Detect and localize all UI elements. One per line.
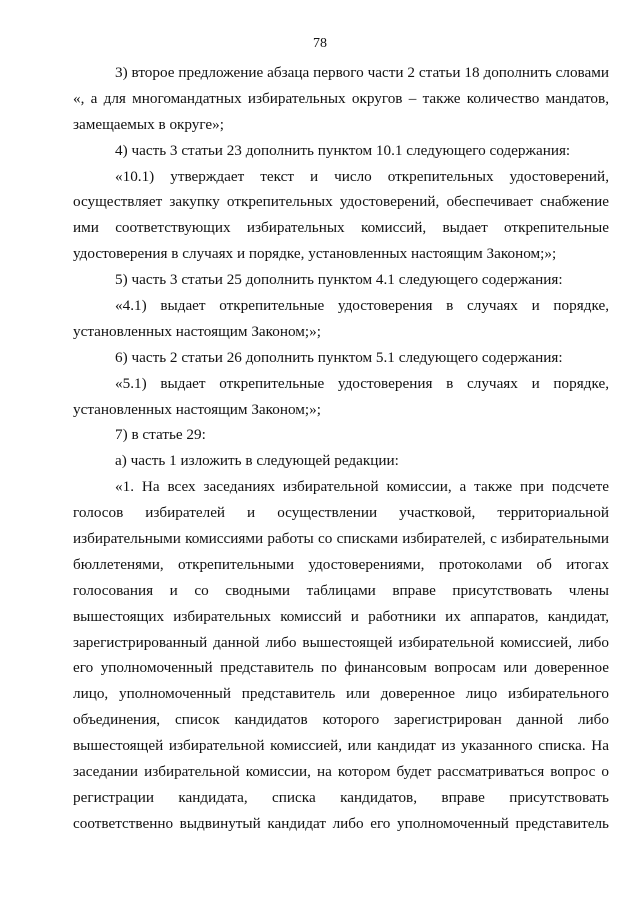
text-line: голосования и со сводными таблицами вправе присутствовать члены bbox=[73, 581, 609, 599]
text-line: установленных настоящим Законом;»; bbox=[73, 322, 321, 340]
text-line: «1. На всех заседаниях избирательной комиссии, а также при подсчете bbox=[115, 478, 609, 496]
text-line: 7) в статье 29: bbox=[115, 426, 206, 444]
text-line: голосов избирателей и осуществлении участковой, территориальной bbox=[73, 504, 609, 522]
text-line: вышестоящих избирательных комиссий и работники их аппаратов, кандидат, bbox=[73, 607, 609, 625]
text-line: 6) часть 2 статьи 26 дополнить пунктом 5.1 следующего содержания: bbox=[115, 348, 563, 366]
text-line: его уполномоченный представитель по финансовым вопросам или доверенное bbox=[73, 659, 609, 677]
text-line: удостоверения в случаях и порядке, установленных настоящим Законом;»; bbox=[73, 245, 557, 263]
text-line: зарегистрированный данной либо вышестоящей избирательной комиссией, либо bbox=[73, 633, 609, 651]
text-line: заседании избирательной комиссии, на котором будет рассматриваться вопрос о bbox=[73, 763, 609, 781]
page-number: 78 bbox=[313, 36, 327, 51]
text-line: 5) часть 3 статьи 25 дополнить пунктом 4.1 следующего содержания: bbox=[115, 271, 563, 289]
text-line: а) часть 1 изложить в следующей редакции: bbox=[115, 452, 399, 470]
text-line: избирательными комиссиями работы со списками избирателей, с избирательными bbox=[73, 530, 609, 548]
text-line: 4) часть 3 статьи 23 дополнить пунктом 10.1 следующего содержания: bbox=[115, 141, 571, 159]
text-line: установленных настоящим Законом;»; bbox=[73, 400, 321, 418]
text-line: «, а для многомандатных избирательных округов – также количество мандатов, bbox=[73, 89, 609, 107]
text-line: 3) второе предложение абзаца первого части 2 статьи 18 дополнить словами bbox=[115, 64, 609, 81]
text-line: «4.1) выдает открепительные удостоверения в случаях и порядке, bbox=[115, 297, 609, 315]
text-line: объединения, список кандидатов которого зарегистрирован данной либо bbox=[73, 711, 609, 729]
text-line: «5.1) выдает открепительные удостоверения в случаях и порядке, bbox=[115, 374, 609, 392]
text-line: соответственно выдвинутый кандидат либо его уполномоченный представитель bbox=[73, 814, 609, 832]
text-line: замещаемых в округе»; bbox=[73, 115, 224, 133]
document-body bbox=[73, 60, 609, 837]
text-line: ими соответствующих избирательных комиссий, выдает открепительные bbox=[73, 219, 609, 237]
text-line: осуществляет закупку открепительных удостоверений, обеспечивает снабжение bbox=[73, 193, 609, 211]
text-line: вышестоящей избирательной комиссией, или кандидат из указанного списка. На bbox=[73, 737, 609, 755]
text-line: бюллетенями, открепительными удостоверениями, протоколами об итогах bbox=[73, 555, 609, 573]
text-line: лицо, уполномоченный представитель или доверенное лицо избирательного bbox=[73, 685, 609, 703]
text-line: «10.1) утверждает текст и число открепительных удостоверений, bbox=[115, 167, 609, 185]
text-line: регистрации кандидата, списка кандидатов, вправе присутствовать bbox=[73, 788, 609, 806]
